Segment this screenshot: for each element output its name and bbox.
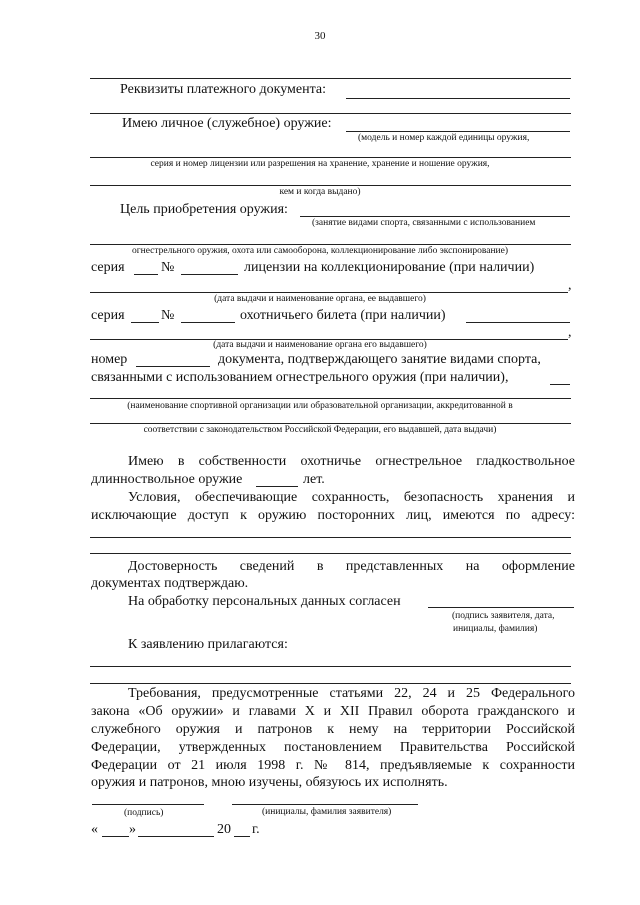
collect-seria-field[interactable] bbox=[134, 274, 158, 275]
address-field-line1[interactable] bbox=[90, 537, 571, 538]
name-hint: (инициалы, фамилия заявителя) bbox=[262, 807, 392, 817]
purpose-label: Цель приобретения оружия: bbox=[120, 202, 288, 217]
weapon-owned-hint3: кем и когда выдано) bbox=[279, 187, 361, 197]
ownership-line2b: лет. bbox=[303, 472, 325, 487]
requirements-line4: Федерации, утвержденных постановлением Правительства Российской bbox=[91, 740, 575, 755]
sport-line3[interactable] bbox=[90, 398, 571, 399]
purpose-line2[interactable] bbox=[90, 244, 571, 245]
collect-comma: , bbox=[568, 278, 572, 293]
requirements-line6: оружия и патронов, мною изучены, обязуюсь их исполнять. bbox=[91, 775, 448, 790]
collect-num-label: № bbox=[161, 260, 175, 275]
reliability-line2: документах подтверждаю. bbox=[91, 576, 249, 591]
date-year-suffix: г. bbox=[252, 822, 260, 837]
attachments-label: К заявлению прилагаются: bbox=[128, 637, 288, 652]
ownership-years-field[interactable] bbox=[256, 486, 298, 487]
date-year-field[interactable] bbox=[234, 836, 250, 837]
collect-hint: (дата выдачи и наименование органа, ее выдавшего) bbox=[214, 294, 426, 304]
requirements-line1: Требования, предусмотренные статьями 22, 24 и 25 Федерального bbox=[128, 686, 575, 701]
weapon-owned-line2[interactable] bbox=[90, 157, 571, 158]
collect-num-field[interactable] bbox=[181, 274, 238, 275]
date-month-field[interactable] bbox=[138, 836, 214, 837]
sport-line1-text: документа, подтверждающего занятие видами спорта, bbox=[218, 352, 541, 367]
attachments-field-line2[interactable] bbox=[90, 683, 571, 684]
conditions-line2: исключающие доступ к оружию посторонних лиц, имеются по адресу: bbox=[91, 508, 575, 523]
requirements-line3: служебного оружия и патронов к нему на территории Российской bbox=[91, 722, 575, 737]
hunting-comma: , bbox=[568, 325, 572, 340]
requirements-line5: Федерации от 21 июля 1998 г. № 814, предъявляемые к сохранности bbox=[91, 758, 575, 773]
sport-nomer-label: номер bbox=[91, 352, 128, 367]
conditions-line1: Условия, обеспечивающие сохранность, безопасность хранения и bbox=[128, 490, 575, 505]
signature-field[interactable] bbox=[92, 804, 204, 805]
purpose-hint: (занятие видами спорта, связанными с использованием bbox=[312, 218, 536, 228]
hunting-seria-label: серия bbox=[91, 308, 125, 323]
consent-signature-field[interactable] bbox=[428, 607, 574, 608]
collect-license-text: лицензии на коллекционирование (при наличии) bbox=[244, 260, 535, 275]
hunting-text: охотничьего билета (при наличии) bbox=[240, 308, 446, 323]
hunting-extra-field[interactable] bbox=[466, 322, 570, 323]
sport-line2-field[interactable] bbox=[550, 384, 570, 385]
separator-line bbox=[90, 78, 571, 79]
date-year-prefix: 20 bbox=[217, 822, 231, 837]
consent-label: На обработку персональных данных согласен bbox=[128, 594, 401, 609]
hunting-hint: (дата выдачи и наименование органа его выдавшего) bbox=[213, 340, 427, 350]
requirements-line2: закона «Об оружии» и главами X и XII Правил оборота гражданского и bbox=[91, 704, 575, 719]
weapon-owned-line3[interactable] bbox=[90, 185, 571, 186]
reliability-line1: Достоверность сведений в представленных на оформление bbox=[128, 559, 575, 574]
collect-line2[interactable] bbox=[90, 292, 568, 293]
hunting-seria-field[interactable] bbox=[131, 322, 159, 323]
hunting-num-field[interactable] bbox=[181, 322, 235, 323]
address-field-line2[interactable] bbox=[90, 553, 571, 554]
weapon-owned-field[interactable] bbox=[346, 131, 570, 132]
sport-line4[interactable] bbox=[90, 423, 571, 424]
weapon-owned-label: Имею личное (служебное) оружие: bbox=[122, 116, 332, 131]
page-number: 30 bbox=[314, 30, 326, 42]
date-open-quote: « bbox=[91, 822, 98, 837]
sport-nomer-field[interactable] bbox=[136, 366, 210, 367]
purpose-hint2: огнестрельного оружия, охота или самооборона, коллекционирование либо экспонирование) bbox=[131, 246, 509, 256]
signature-hint: (подпись) bbox=[124, 808, 164, 818]
date-close-quote: » bbox=[129, 822, 136, 837]
sport-hint1: (наименование спортивной организации или образовательной организации, аккредитованной в bbox=[127, 401, 513, 411]
purpose-field[interactable] bbox=[300, 216, 570, 217]
ownership-line2a: длинноствольное оружие bbox=[91, 472, 243, 487]
consent-hint1: (подпись заявителя, дата, bbox=[452, 611, 555, 621]
weapon-owned-hint2: серия и номер лицензии или разрешения на хранение, хранение и ношение оружия, bbox=[150, 159, 490, 169]
attachments-field-line1[interactable] bbox=[90, 666, 571, 667]
payment-label: Реквизиты платежного документа: bbox=[120, 82, 326, 97]
name-field[interactable] bbox=[232, 804, 418, 805]
payment-field[interactable] bbox=[346, 98, 570, 99]
consent-hint2: инициалы, фамилия) bbox=[453, 624, 538, 634]
weapon-owned-hint: (модель и номер каждой единицы оружия, bbox=[358, 133, 530, 143]
date-day-field[interactable] bbox=[102, 836, 129, 837]
collect-seria-label: серия bbox=[91, 260, 125, 275]
ownership-line1: Имею в собственности охотничье огнестрельное гладкоствольное bbox=[128, 454, 575, 469]
sport-hint2: соответствии с законодательством Российской Федерации, его выдавшей, дата выдачи) bbox=[143, 425, 497, 435]
payment-field-line2[interactable] bbox=[90, 113, 571, 114]
sport-line2-text: связанными с использованием огнестрельного оружия (при наличии), bbox=[91, 370, 509, 385]
hunting-num-label: № bbox=[161, 308, 175, 323]
